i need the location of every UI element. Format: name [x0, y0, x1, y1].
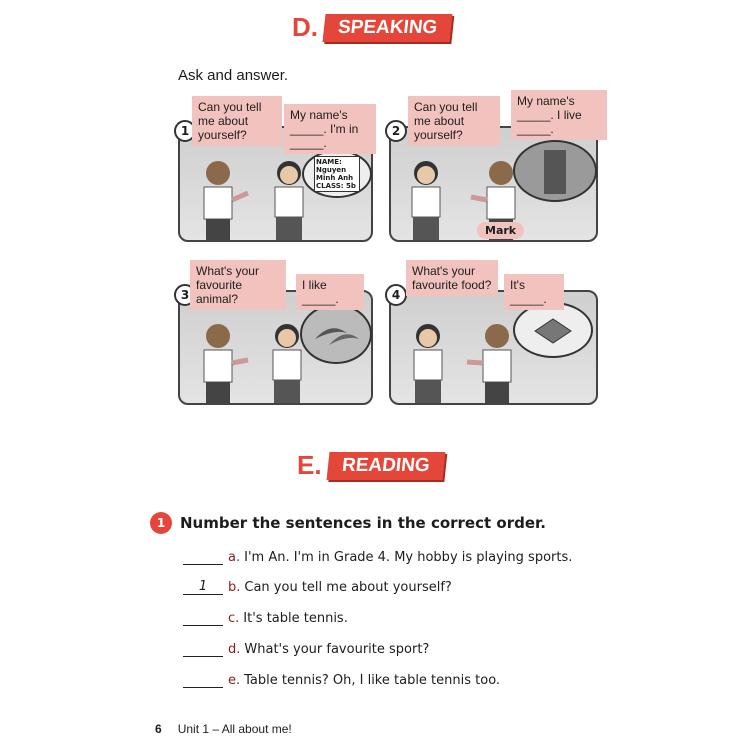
sentence-text: I'm An. I'm in Grade 4. My hobby is playing sports.	[244, 550, 573, 565]
section-letter: E.	[297, 450, 322, 480]
exercise-instruction: Number the sentences in the correct order.	[180, 514, 546, 532]
panel-number: 1	[174, 120, 196, 142]
exercise-heading	[150, 512, 546, 534]
unit-title: Unit 1 – All about me!	[177, 722, 292, 736]
panel-number: 3	[174, 284, 196, 306]
thought-bubble-dolphins	[300, 304, 372, 364]
sentence-row	[183, 673, 500, 688]
building-icon	[540, 148, 570, 194]
answer-blank[interactable]	[183, 673, 223, 688]
boy-figure	[190, 155, 250, 240]
thought-bubble-sandwich	[513, 302, 593, 358]
speech-bubble-question: Can you tell me about yourself?	[408, 96, 500, 146]
section-reading-heading	[297, 450, 443, 481]
section-speaking-heading	[292, 12, 451, 43]
speech-bubble-question: Can you tell me about yourself?	[192, 96, 282, 146]
exercise-number: 1	[150, 512, 172, 534]
girl-figure	[401, 155, 451, 240]
sentence-text: What's your favourite sport?	[244, 642, 430, 657]
page-number: 6	[155, 722, 162, 736]
section-title: READING	[326, 452, 445, 480]
panel-number: 4	[385, 284, 407, 306]
comic-panel-4	[389, 290, 598, 405]
dolphin-icon	[311, 319, 361, 349]
answer-blank[interactable]	[183, 642, 223, 657]
boy-figure	[190, 318, 250, 403]
page-footer	[155, 722, 292, 736]
sentence-row	[183, 642, 429, 657]
sentence-row	[183, 580, 452, 595]
thought-bubble-building	[513, 140, 597, 202]
girl-figure	[403, 318, 453, 403]
speech-bubble-answer: My name's _____. I'm in _____.	[284, 104, 376, 154]
speech-bubble-answer: My name's _____. I live _____.	[511, 90, 607, 140]
instruction: Ask and answer.	[178, 67, 289, 84]
speech-bubble-question: What's your favourite animal?	[190, 260, 286, 310]
answer-blank[interactable]	[183, 550, 223, 565]
answer-blank[interactable]: 1	[183, 580, 223, 595]
id-card-text: NAME: Nguyen Minh Anh CLASS: 5b	[314, 156, 360, 192]
sentence-row	[183, 611, 348, 626]
sentence-letter: c.	[228, 611, 240, 626]
section-letter: D.	[292, 12, 318, 42]
sentence-letter: b.	[228, 580, 241, 595]
sentence-letter: a.	[228, 550, 241, 565]
section-title: SPEAKING	[323, 14, 453, 42]
answer-blank[interactable]	[183, 611, 223, 626]
sentence-text: Table tennis? Oh, I like table tennis too.	[244, 673, 501, 688]
thought-bubble-id-card	[302, 150, 372, 198]
speech-bubble-question: What's your favourite food?	[406, 260, 498, 296]
sentence-text: It's table tennis.	[243, 611, 348, 626]
sentence-text: Can you tell me about yourself?	[244, 580, 452, 595]
sentence-letter: e.	[228, 673, 241, 688]
speech-bubble-answer: It's _____.	[504, 274, 564, 310]
speech-bubble-answer: I like _____.	[296, 274, 364, 310]
sentence-row	[183, 550, 572, 565]
sentence-letter: d.	[228, 642, 241, 657]
panel-number: 2	[385, 120, 407, 142]
sandwich-icon	[531, 315, 575, 345]
name-tag: Mark	[477, 222, 524, 239]
